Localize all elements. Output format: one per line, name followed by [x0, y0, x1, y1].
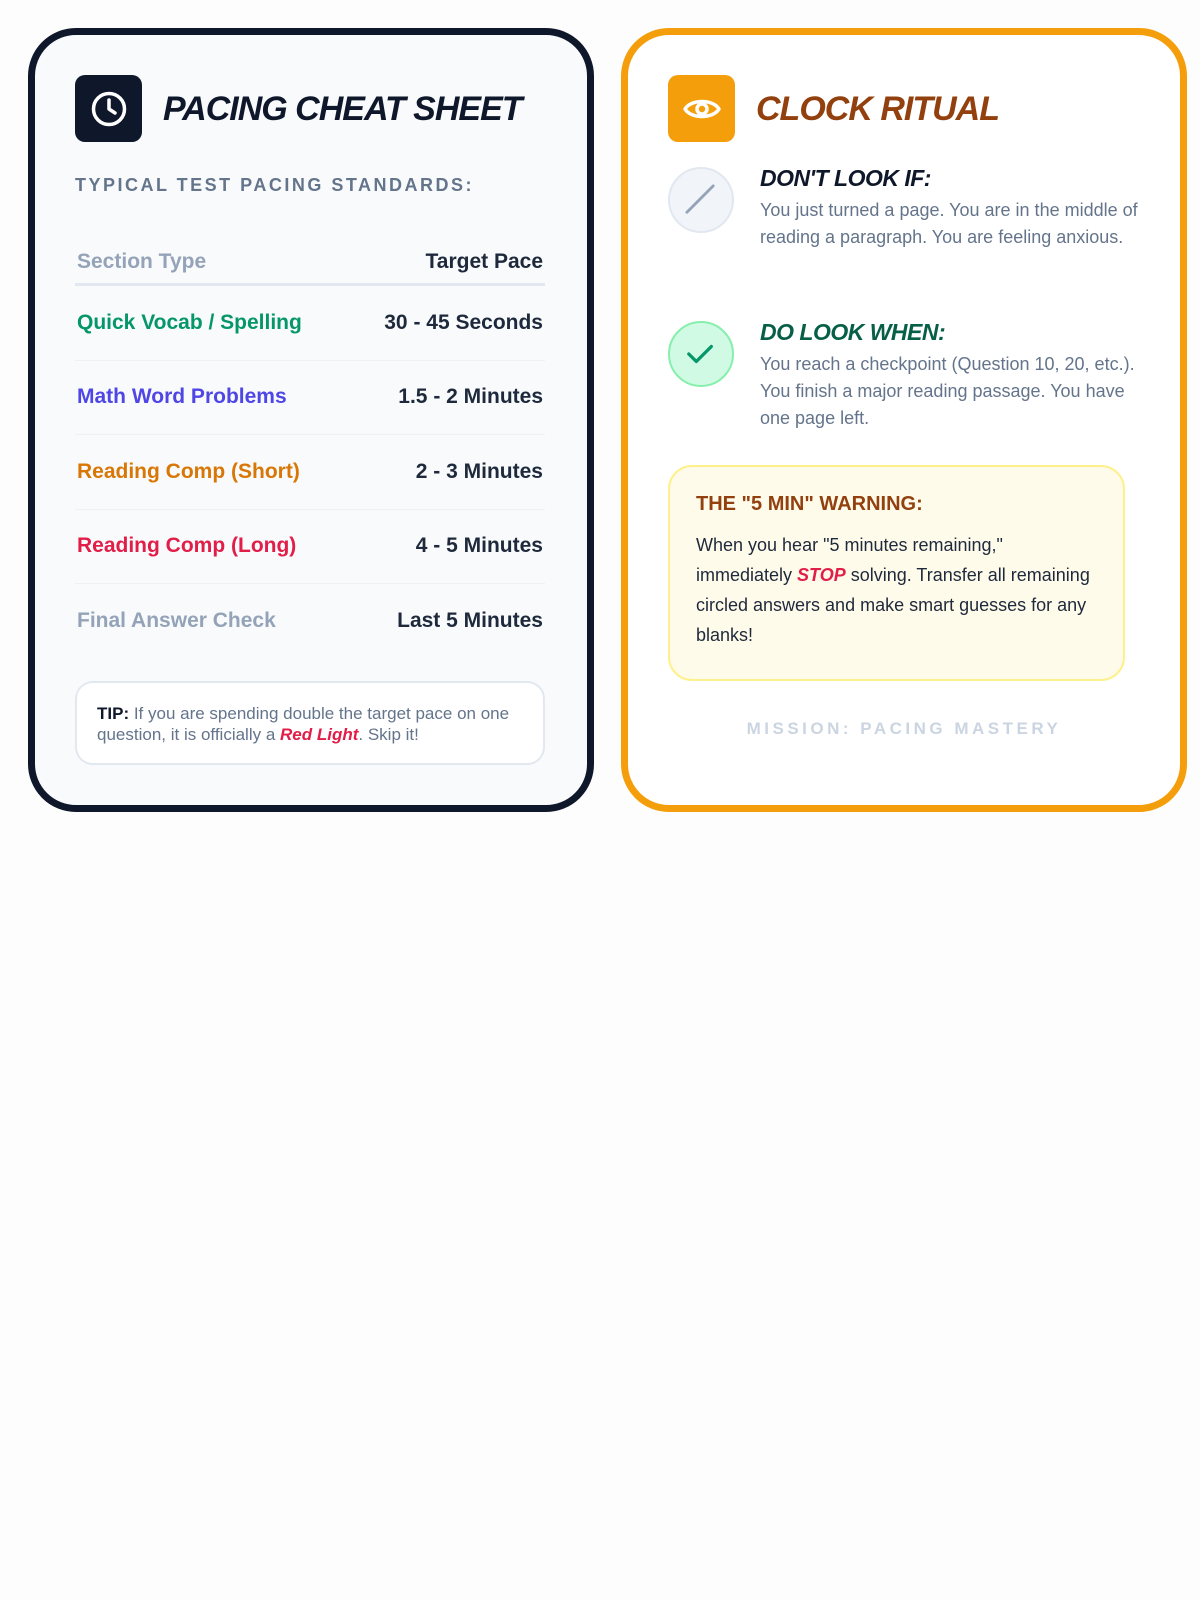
ritual-card-title: CLOCK RITUAL [756, 90, 999, 128]
target-pace-cell: 1.5 - 2 Minutes [398, 385, 543, 409]
pacing-card-title: PACING CHEAT SHEET [163, 90, 522, 128]
eye-icon [668, 75, 735, 142]
clock-icon [75, 75, 142, 142]
do-look-item [668, 321, 1168, 441]
tip-label: TIP: [97, 704, 130, 723]
warning-text-end: solving. Transfer all remaining circled answers and make smart guesses for any blanks! [696, 565, 1090, 645]
target-pace-cell: Last 5 Minutes [397, 609, 543, 633]
slash-icon [668, 167, 734, 233]
tip-text-end: . Skip it! [358, 725, 419, 744]
clock-ritual-card [621, 28, 1187, 812]
table-row [75, 286, 545, 361]
table-row [75, 361, 545, 436]
target-pace-cell: 30 - 45 Seconds [384, 310, 543, 334]
mission-footer: MISSION: PACING MASTERY [746, 719, 1062, 738]
dont-look-title: DON'T LOOK IF: [760, 165, 931, 191]
table-row [75, 435, 545, 510]
section-type-cell: Reading Comp (Short) [77, 459, 300, 483]
pacing-cheat-sheet-card [28, 28, 594, 812]
pacing-table [75, 240, 545, 659]
warning-text [696, 530, 1097, 650]
do-look-text: You reach a checkpoint (Question 10, 20, etc.). You finish a major reading passage. You have one page left. [760, 354, 1135, 428]
section-type-cell: Math Word Problems [77, 385, 287, 409]
dont-look-text: You just turned a page. You are in the middle of reading a paragraph. You are feeling anxious. [760, 200, 1138, 247]
section-type-cell: Final Answer Check [77, 609, 276, 633]
target-pace-cell: 4 - 5 Minutes [415, 534, 543, 558]
table-row [75, 510, 545, 585]
tip-box [75, 681, 545, 765]
table-row [75, 584, 545, 659]
warning-stop: STOP [797, 565, 846, 585]
dont-look-item [668, 167, 1168, 287]
target-pace-cell: 2 - 3 Minutes [415, 459, 543, 483]
tip-red-light: Red Light [280, 725, 359, 744]
five-min-warning-box [668, 465, 1125, 681]
table-header-row [75, 240, 545, 286]
checkmark-icon [668, 321, 734, 387]
section-type-cell: Reading Comp (Long) [77, 534, 297, 558]
warning-text-start: When you hear "5 minutes remaining," immediately [696, 535, 1003, 585]
column-header-section-type: Section Type [77, 249, 207, 273]
warning-title: THE "5 MIN" WARNING: [696, 493, 923, 515]
tip-text: If you are spending double the target pace on one question, it is officially a [97, 704, 510, 744]
column-header-target-pace: Target Pace [425, 249, 543, 273]
section-type-cell: Quick Vocab / Spelling [77, 310, 302, 334]
pacing-subtitle: TYPICAL TEST PACING STANDARDS: [75, 175, 475, 195]
do-look-title: DO LOOK WHEN: [760, 319, 946, 345]
